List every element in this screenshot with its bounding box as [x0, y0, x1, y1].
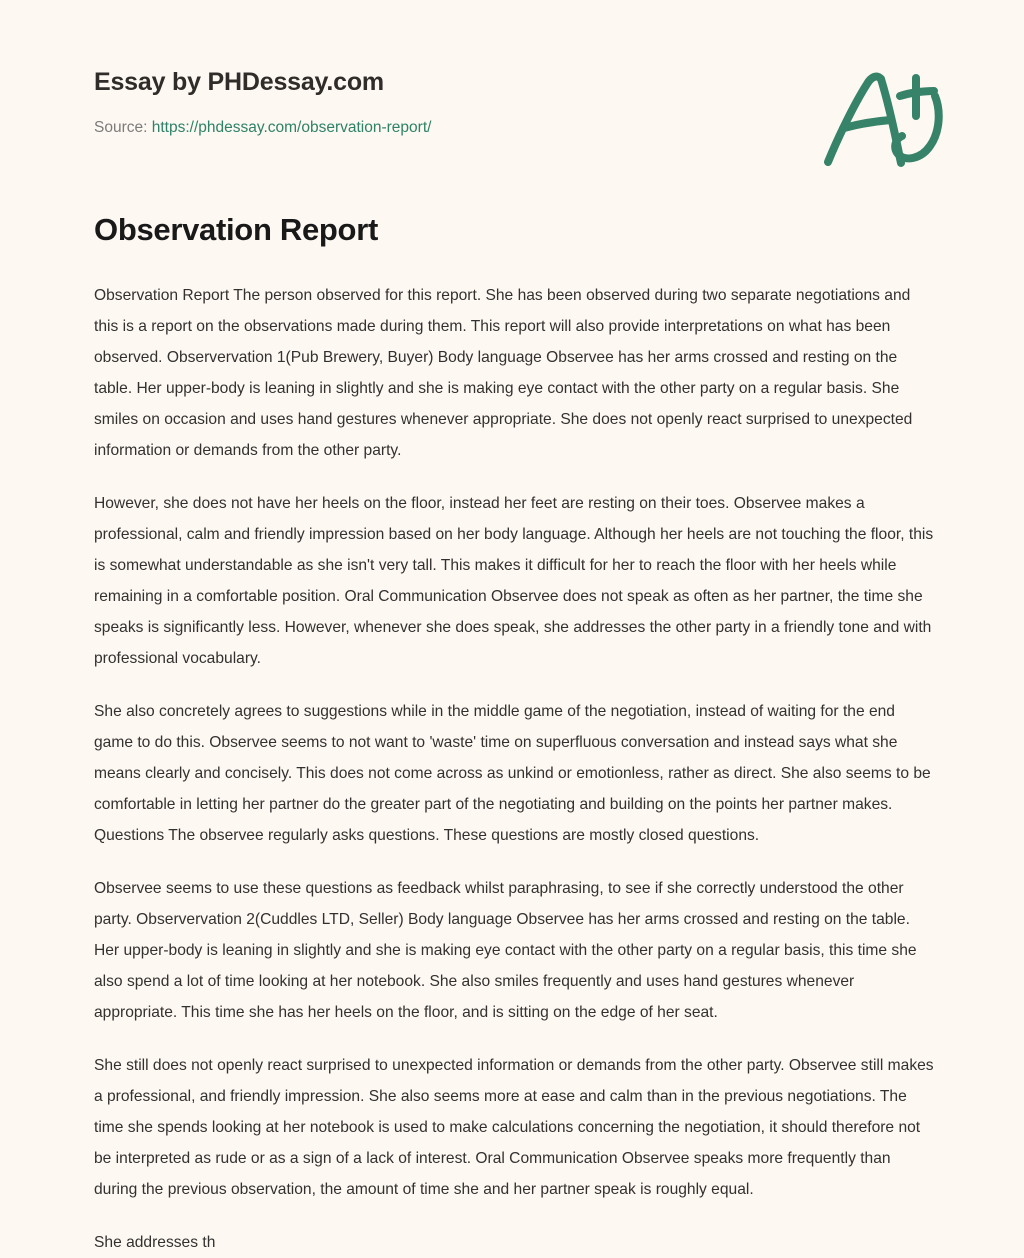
- essay-paragraph-truncated: She addresses th: [94, 1234, 216, 1251]
- source-label: Source:: [94, 119, 148, 136]
- essay-paragraph: However, she does not have her heels on the floor, instead her feet are resting on their toes. Observee makes a professional, calm and friendly impression based on her body language. Although her heels are not touching the floor, this is somewhat understandable as she isn't very tall. This makes it difficult for her to reach the floor with her heels while remaining in a comfortable position. Oral Communication Observee does not speak as often as her partner, the time she speaks is significantly less. However, whenever she does speak, she addresses the other party in a friendly tone and with professional vocabulary.: [94, 495, 934, 667]
- essay-paragraph: Observation Report The person observed for this report. She has been observed during two separate negotiations and this is a report on the observations made during them. This report will also provide interpretations on what has been observed. Observervation 1(Pub Brewery, Buyer) Body language Observee has her arms crossed and resting on the table. Her upper-body is leaning in slightly and she is making eye contact with the other party on a regular basis. She smiles on occasion and uses hand gestures whenever appropriate. She does not openly react surprised to unexpected information or demands from the other party.: [94, 287, 913, 459]
- essay-paragraph: She also concretely agrees to suggestions while in the middle game of the negotiation, instead of waiting for the end game to do this. Observee seems to not want to 'waste' time on superfluous conversation and instead says what she means clearly and concisely. This does not come across as unkind or emotionless, rather as direct. She also seems to be comfortable in letting her partner do the greater part of the negotiating and building on the points her partner makes. Questions The observee regularly asks questions. These questions are mostly closed questions.: [94, 703, 931, 844]
- source-line: [94, 119, 431, 137]
- page-title: Observation Report: [94, 212, 378, 247]
- essay-body: [94, 280, 934, 1258]
- page-header: [0, 0, 1024, 190]
- essay-paragraph: She still does not openly react surprised to unexpected information or demands from the other party. Observee still makes a professional, and friendly impression. She also seems more at ease and calm than in the previous negotiations. The time she spends looking at her notebook is used to make calculations concerning the negotiation, it should therefore not be interpreted as rude or as a sign of a lack of interest. Oral Communication Observee speaks more frequently than during the previous observation, the amount of time she and her partner speak is roughly equal.: [94, 1057, 934, 1198]
- brand-title: Essay by PHDessay.com: [94, 68, 384, 96]
- a-plus-logo-icon: [815, 66, 950, 171]
- essay-paragraph: Observee seems to use these questions as feedback whilst paraphrasing, to see if she correctly understood the other party. Observervation 2(Cuddles LTD, Seller) Body language Observee has her arms crossed and resting on the table. Her upper-body is leaning in slightly and she is making eye contact with the other party on a regular basis, this time she also spend a lot of time looking at her notebook. She also smiles frequently and uses hand gestures whenever appropriate. This time she has her heels on the floor, and is sitting on the edge of her seat.: [94, 880, 917, 1021]
- source-url-link[interactable]: https://phdessay.com/observation-report/: [151, 119, 432, 136]
